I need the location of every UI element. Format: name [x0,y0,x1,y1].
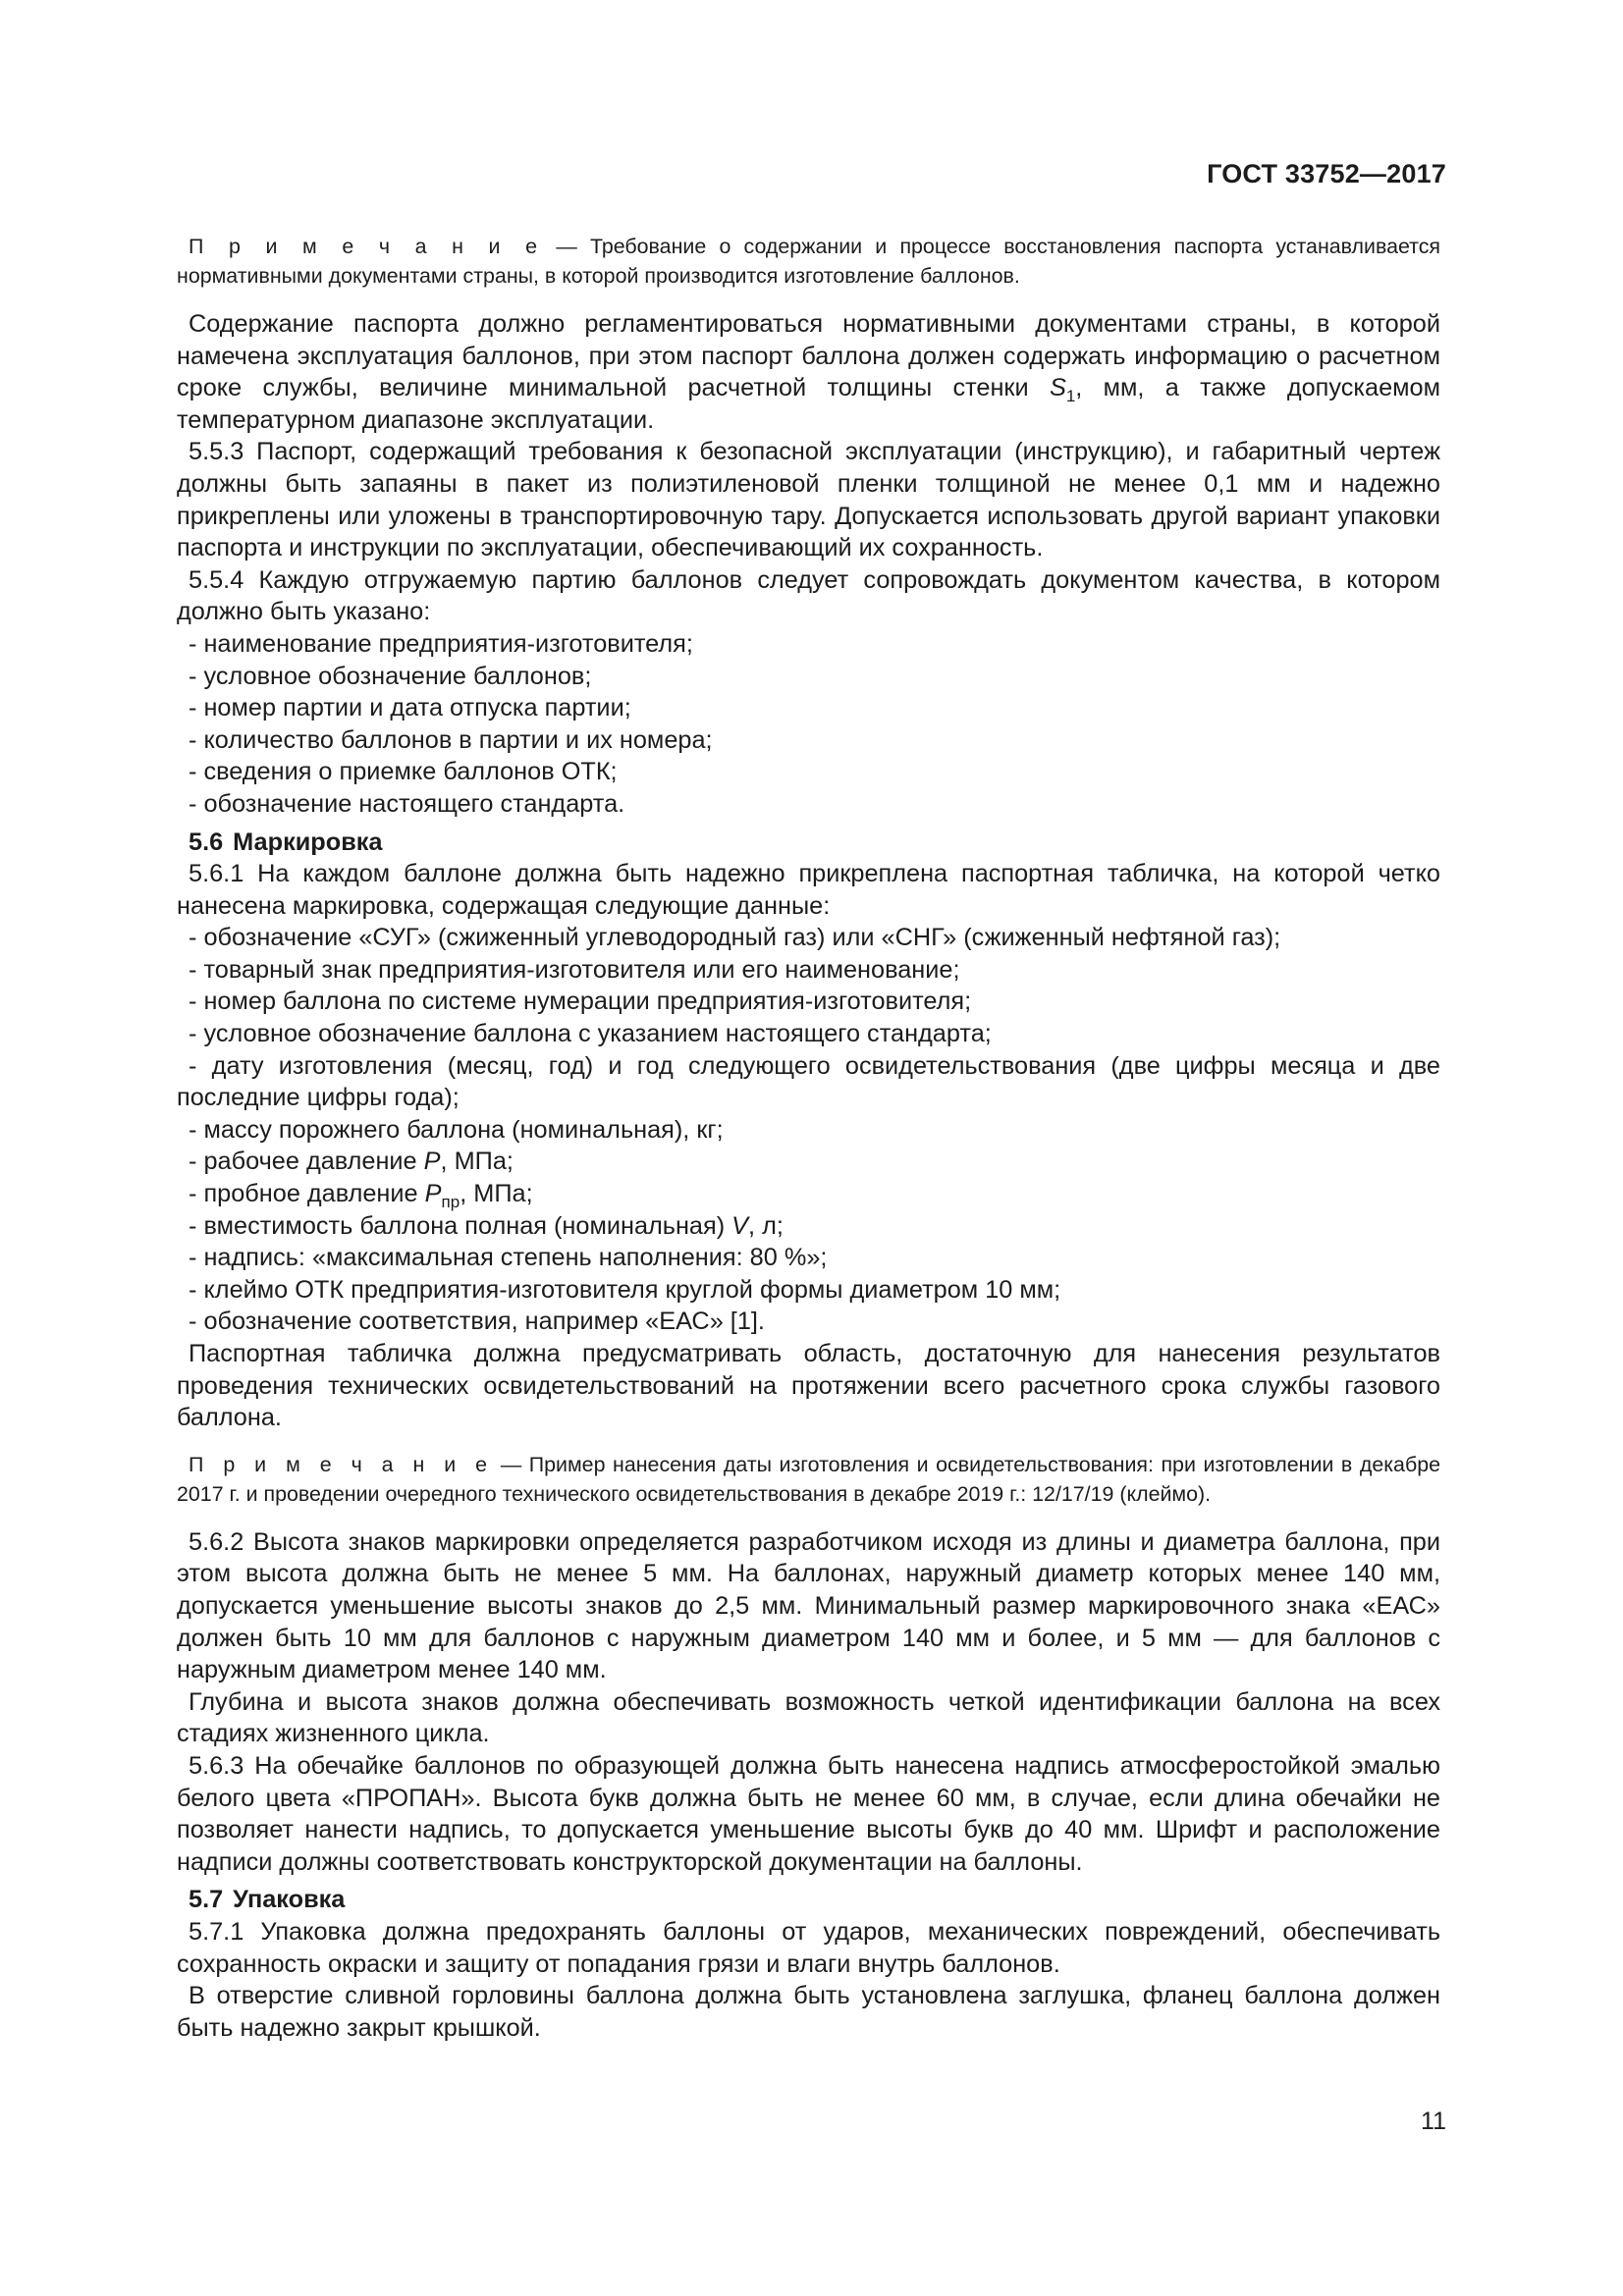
list-item: - надпись: «максимальная степень наполнения: 80 %»; [189,1244,828,1272]
list-item: - условное обозначение баллона с указанием настоящего стандарта; [189,1020,992,1048]
subscript-1: 1 [1065,387,1076,406]
section-number: 5.7 [189,1886,224,1914]
paragraph-marking-depth: Глубина и высота знаков должна обеспечивать возможность четкой идентификации баллона на всех стадиях жизненного цикла. [177,1687,1440,1748]
symbol-p: P [424,1180,442,1208]
list-item: - обозначение «СУГ» (сжиженный углеводородный газ) или «СНГ» (сжиженный нефтяной газ); [189,924,1281,952]
page-number: 11 [1421,2108,1446,2135]
section-title: Упаковка [233,1886,346,1914]
list-item: - наименование предприятия-изготовителя; [189,629,693,658]
list-item: - номер баллона по системе нумерации предприятия-изготовителя; [189,988,972,1016]
list-item-test-pressure [177,1178,1440,1210]
note-label: П р и м е ч а н и е [189,1452,494,1476]
note-text: — Пример нанесения даты изготовления и освидетельствования: при изготовлении в декабре 2017 г. и проведении очередного технического освидетельствования в декабре 2019 г.: 12/17/19 (клеймо). [177,1452,1440,1506]
list-item-volume [177,1210,1440,1243]
list-text: - пробное давление [189,1180,425,1208]
section-number: 5.6 [189,828,224,856]
list-item: - клеймо ОТК предприятия-изготовителя круглой формы диаметром 10 мм; [189,1275,1061,1304]
section-title: Маркировка [233,828,383,856]
clause-5-7-1: 5.7.1 Упаковка должна предохранять баллоны от ударов, механических повреждений, обеспечивать сохранность окраски и защиту от попадания грязи и влаги внутрь баллонов. [177,1917,1440,1978]
list-item: - номер партии и дата отпуска партии; [189,694,631,722]
paragraph-passport-plate: Паспортная табличка должна предусматривать область, достаточную для нанесения результатов проведения технических освидетельствований на протяжении всего расчетного срока службы газового баллона. [177,1340,1440,1432]
section-heading-marking [177,827,1440,859]
section-heading-packaging [177,1884,1440,1916]
list-text: , МПа; [440,1148,514,1176]
list-item: - массу порожнего баллона (номинальная), кг; [189,1115,724,1144]
paragraph-passport-content [177,308,1440,436]
list-item: - обозначение настоящего стандарта. [189,789,625,818]
symbol-p: P [423,1148,441,1176]
list-item: - количество баллонов в партии и их номера; [189,725,713,754]
paragraph-plug: В отверстие сливной горловины баллона должна быть установлена заглушка, фланец баллона должен быть надежно закрыт крышкой. [177,1982,1440,2042]
list-item: - условное обозначение баллонов; [189,662,592,690]
list-text: , МПа; [460,1180,533,1208]
symbol-v: V [731,1211,749,1240]
note-date-example [177,1450,1440,1509]
document-body [177,232,1440,2044]
document-id-header: ГОСТ 33752—2017 [1207,159,1446,188]
list-item: - товарный знак предприятия-изготовителя или его наименование; [189,955,960,984]
list-item: - сведения о приемке баллонов ОТК; [189,758,618,786]
clause-5-6-1: 5.6.1 На каждом баллоне должна быть надежно прикреплена паспортная табличка, на которой четко нанесена маркировка, содержащая следующие данные: [177,860,1440,920]
list-item: - дату изготовления (месяц, год) и год следующего освидетельствования (две цифры месяца и две последние цифры года); [177,1051,1440,1112]
note-text: — Требование о содержании и процессе восстановления паспорта устанавливается нормативными документами страны, в которой производится изготовление баллонов. [177,235,1441,288]
list-text: - вместимость баллона полная (номинальная) [189,1211,732,1240]
note-label: П р и м е ч а н и е [189,235,544,258]
list-item-working-pressure [177,1146,1440,1178]
list-text: , л; [748,1211,784,1240]
clause-5-5-4: 5.5.4 Каждую отгружаемую партию баллонов следует сопровождать документом качества, в котором должно быть указано: [177,565,1440,626]
note-passport-restoration [177,232,1440,291]
clause-5-6-2: 5.6.2 Высота знаков маркировки определяется разработчиком исходя из длины и диаметра баллона, при этом высота должна быть не менее 5 мм. На баллонах, наружный диаметр которых менее 140 мм, допускается уменьшение высоты знаков до 2,5 мм. Минимальный размер маркировочного знака «ЕАС» должен быть 10 мм для баллонов с наружным диаметром 140 мм и более, и 5 мм — для баллонов с наружным диаметром менее 140 мм. [177,1527,1440,1684]
clause-5-6-3: 5.6.3 На обечайке баллонов по образующей должна быть нанесена надпись атмосферостойкой эмалью белого цвета «ПРОПАН». Высота букв должна быть не менее 60 мм, в случае, если длина обечайки не позволяет нанести надпись, то допускается уменьшение высоты букв до 40 мм. Шрифт и расположение надписи должны соответствовать конструкторской документации на баллоны. [177,1751,1440,1876]
subscript-pr: пр [441,1193,460,1212]
clause-5-5-3: 5.5.3 Паспорт, содержащий требования к безопасной эксплуатации (инструкцию), и габаритный чертеж должны быть запаяны в пакет из полиэтиленовой пленки толщиной не менее 0,1 мм и надежно прикреплены или уложены в транспортировочную тару. Допускается использовать другой вариант упаковки паспорта и инструкции по эксплуатации, обеспечивающий их сохранность. [177,438,1440,562]
list-text: - рабочее давление [189,1148,424,1176]
paragraph-text: Содержание паспорта должно регламентироваться нормативными документами страны, в которой намечена эксплуатация баллонов, при этом паспорт баллона должен содержать информацию о расчетном сроке службы, величине минимальной расчетной толщины стенки [177,310,1440,402]
symbol-s: S [1049,374,1066,402]
list-item: - обозначение соответствия, например «ЕАС» [1]. [189,1308,765,1336]
paragraph-text: , мм, а также допускаемом температурном диапазоне эксплуатации. [177,374,1440,434]
